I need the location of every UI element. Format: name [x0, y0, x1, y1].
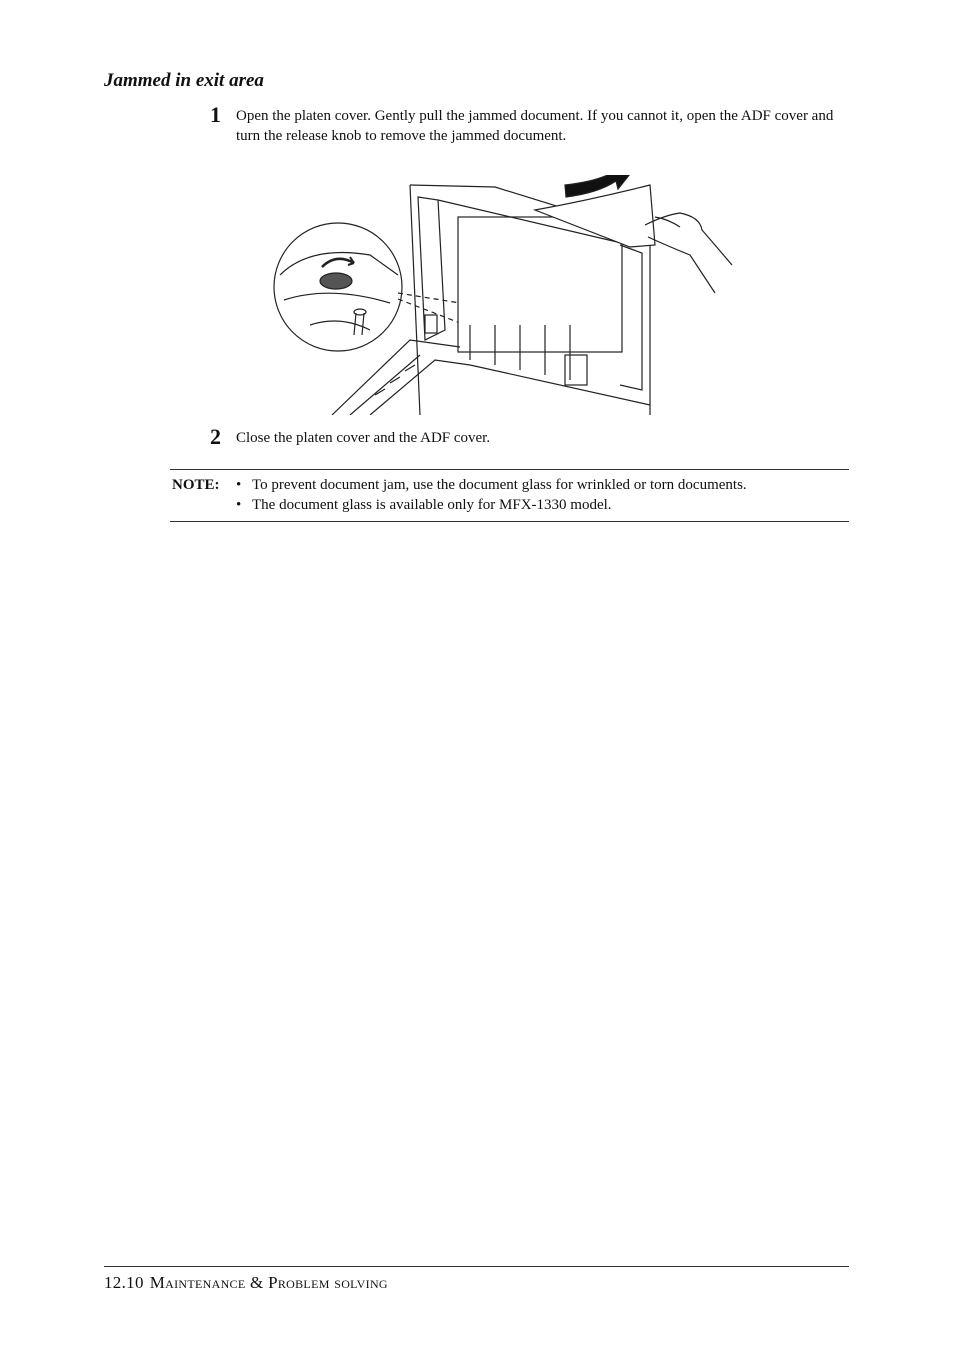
note-box — [170, 469, 849, 522]
chapter-title: Maintenance & Problem solving — [149, 1273, 388, 1292]
page-footer — [104, 1266, 849, 1293]
page-number: 12.10 — [104, 1273, 144, 1292]
step-text: Close the platen cover and the ADF cover. — [236, 430, 491, 446]
note-label: NOTE: — [172, 477, 220, 493]
step-text: Open the platen cover. Gently pull the jammed document. If you cannot it, open the ADF cover and turn the release knob to remove the jammed document. — [236, 108, 834, 144]
bullet-icon: • — [236, 497, 242, 513]
step-number: 2 — [210, 424, 221, 449]
bullet-icon: • — [236, 477, 242, 493]
note-item: • The document glass is available only for MFX-1330 model. — [236, 497, 612, 513]
release-knob-detail — [274, 223, 402, 351]
note-list — [236, 475, 747, 515]
section-heading: Jammed in exit area — [104, 70, 264, 91]
step-number: 1 — [210, 102, 221, 127]
hand-illustration — [645, 213, 732, 293]
note-item: • To prevent document jam, use the document glass for wrinkled or torn documents. — [236, 477, 747, 493]
paper-jam-illustration — [270, 175, 740, 415]
